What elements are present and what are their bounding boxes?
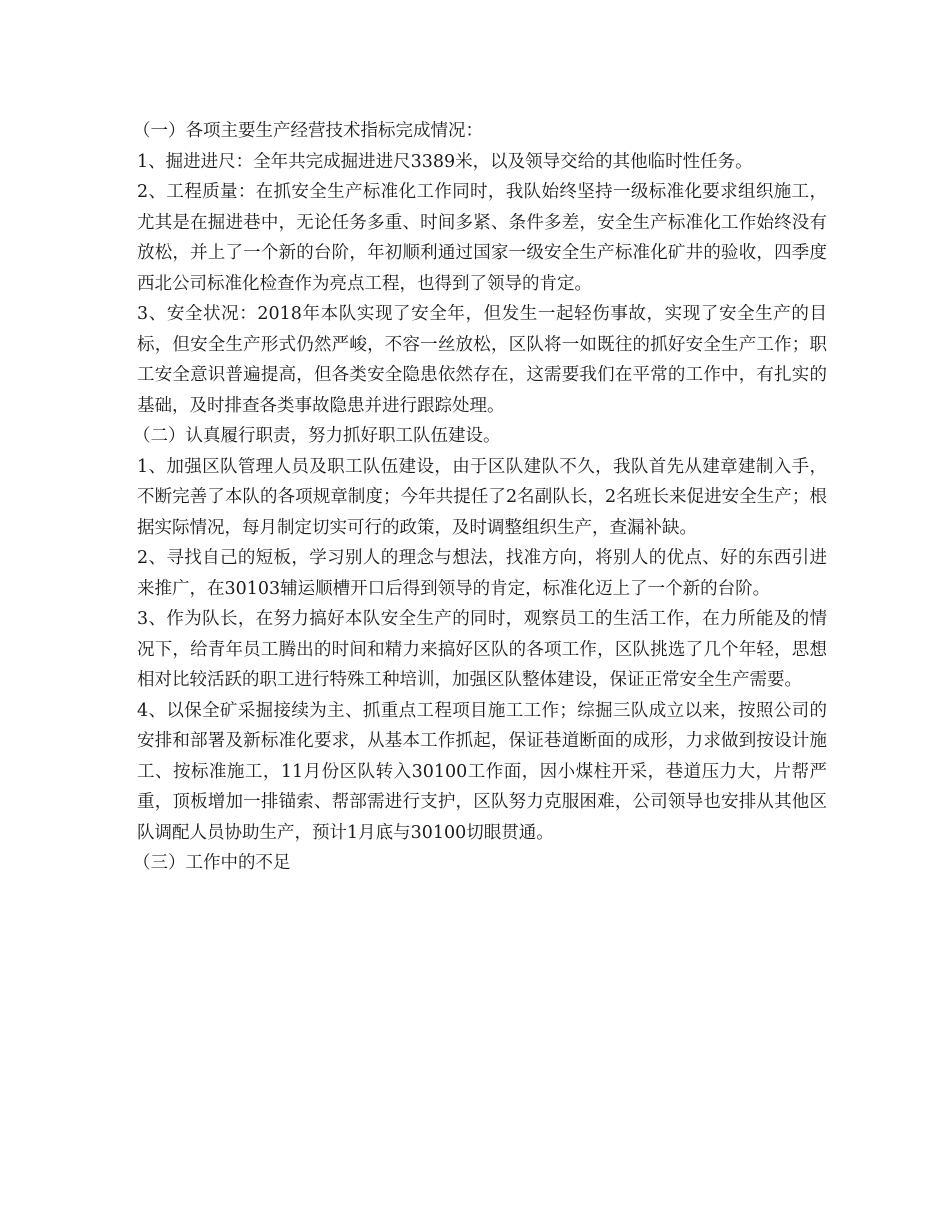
paragraph-team-building: 1、加强区队管理人员及职工队伍建设，由于区队建队不久，我队首先从建章建制入手，不断完善了本队的各项规章制度；今年共提任了2名副队长，2名班长来促进安全生产；根据实际情况，每月制定切实可行的政策，及时调整组织生产，查漏补缺。 — [137, 456, 827, 538]
section-heading-1: （一）各项主要生产经营技术指标完成情况： — [133, 121, 483, 141]
paragraph-key-projects: 4、以保全矿采掘接续为主、抓重点工程项目施工工作；综掘三队成立以来，按照公司的安排和部署及新标准化要求，从基本工作抓起，保证巷道断面的成形，力求做到按设计施工、按标准施工，11月份区队转入30100工作面，因小煤柱开采，巷道压力大，片帮严重，顶板增加一排锚索、帮部需进行支护，区队努力克服困难，公司领导也安排从其他区队调配人员协助生产，预计1月底与30100切眼贯通。 — [137, 700, 827, 843]
paragraph-find-shortcomings: 2、寻找自己的短板，学习别人的理念与想法，找准方向，将别人的优点、好的东西引进来推广，在30103辅运顺槽开口后得到领导的肯定，标准化迈上了一个新的台阶。 — [137, 548, 827, 599]
paragraph-team-leader: 3、作为队长，在努力搞好本队安全生产的同时，观察员工的生活工作，在力所能及的情况下，给青年员工腾出的时间和精力来搞好区队的各项工作，区队挑选了几个年轻，思想相对比较活跃的职工进行特殊工种培训，加强区队整体建设，保证正常安全生产需要。 — [137, 609, 827, 690]
paragraph-engineering-quality: 2、工程质量：在抓安全生产标准化工作同时，我队始终坚持一级标准化要求组织施工，尤其是在掘进巷中，无论任务多重、时间多紧、条件多差，安全生产标准化工作始终没有放松，并上了一个新的台阶，年初顺利通过国家一级安全生产标准化矿井的验收，四季度西北公司标准化检查作为亮点工程，也得到了领导的肯定。 — [137, 182, 827, 294]
section-heading-2: （二）认真履行职责，努力抓好职工队伍建设。 — [133, 426, 501, 446]
document-body — [133, 116, 827, 879]
paragraph-excavation-footage: 1、掘进进尺：全年共完成掘进进尺3389米，以及领导交给的其他临时性任务。 — [137, 151, 753, 172]
section-heading-3: （三）工作中的不足 — [133, 853, 291, 873]
paragraph-safety-status: 3、安全状况：2018年本队实现了安全年，但发生一起轻伤事故，实现了安全生产的目标，但安全生产形式仍然严峻，不容一丝放松，区队将一如既往的抓好安全生产工作；职工安全意识普遍提高，但各类安全隐患依然存在，这需要我们在平常的工作中，有扎实的基础，及时排查各类事故隐患并进行跟踪处理。 — [137, 304, 827, 416]
